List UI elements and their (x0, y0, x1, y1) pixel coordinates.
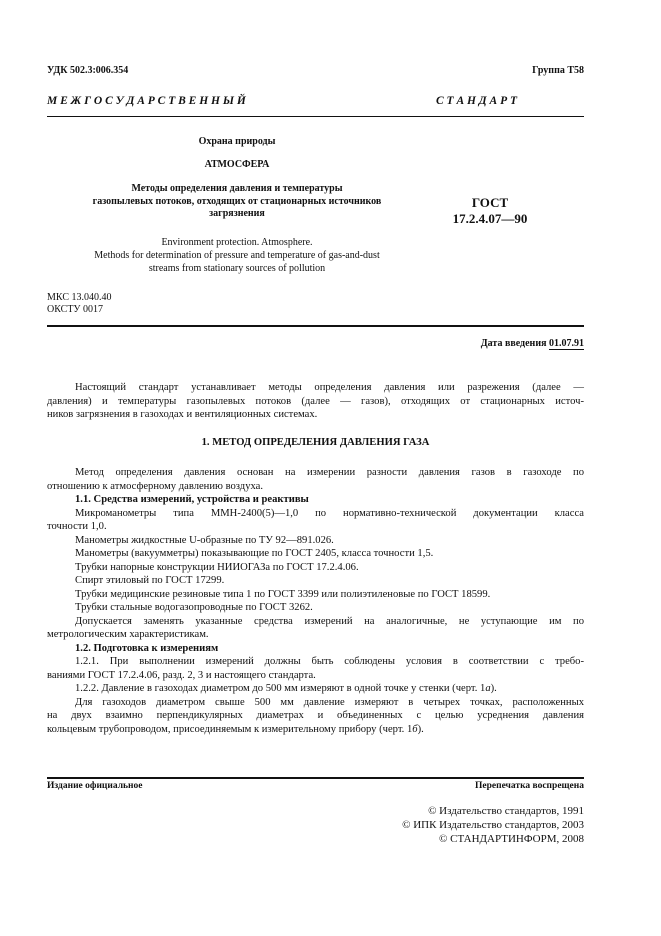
title-atmosphere: АТМОСФЕРА (204, 159, 270, 170)
method-line1: Метод определения давления основан на измерении разности давления газов в газоходе по (75, 467, 584, 478)
okstu-code: ОКСТУ 0017 (47, 304, 104, 315)
large-duct-line1: Для газоходов диаметром свыше 500 мм давление измеряют в четырех точках, расположенных (75, 696, 584, 708)
item-pressure-tubes: Трубки напорные конструкции НИИОГАЗа по ГОСТ 17.2.4.06. (75, 561, 359, 573)
large-duct-line3-text: кольцевым трубопроводом, присоединяемым к измерительному прибору (черт. 1 (47, 723, 413, 735)
udk-code: УДК 502.3:006.354 (47, 65, 129, 76)
clause-1-2-1-line1: 1.2.1. При выполнении измерений должны быть соблюдены условия в соответствии с требо- (75, 656, 584, 667)
title-methods-line1: Методы определения давления и температуры (131, 183, 343, 194)
header-rule (47, 116, 584, 117)
intro-date (481, 338, 584, 349)
reprint-prohibited: Перепечатка воспрещена (474, 781, 584, 791)
english-title-line3: streams from stationary sources of pollution (148, 263, 326, 274)
copyright-2008: © СТАНДАРТИНФОРМ, 2008 (439, 833, 584, 845)
figure-ref-1b: б (412, 723, 418, 735)
clause-1-2-2 (47, 682, 584, 696)
copyright-1991: © Издательство стандартов, 1991 (428, 805, 584, 817)
large-duct-line3 (47, 723, 584, 737)
banner-interstate: М Е Ж Г О С У Д А Р С Т В Е Н Н Ы Й (47, 95, 246, 107)
substitution-line2: метрологическим характеристикам. (47, 629, 209, 640)
gost-label: ГОСТ (471, 195, 509, 210)
item-micromanometers-line2: точности 1,0. (47, 521, 107, 532)
subsection-1-1-heading: 1.1. Средства измерений, устройства и реактивы (75, 494, 309, 505)
section1-body (47, 466, 584, 736)
figure-ref-1a: а (485, 683, 491, 694)
item-steel-tubes: Трубки стальные водогазопроводные по ГОСТ 3262. (75, 602, 313, 613)
footer-rule (47, 777, 584, 779)
mks-code: МКС 13.040.40 (47, 292, 112, 303)
method-line2: отношению к атмосферному давлению воздуха. (47, 480, 263, 492)
title-rule (47, 325, 584, 327)
clause-1-2-1-line2: ваниями ГОСТ 17.2.4.06, разд. 2, 3 и настоящего стандарта. (47, 669, 316, 681)
item-manometers-vacuum: Манометры (вакуумметры) показывающие по ГОСТ 2405, класса точности 1,5. (75, 548, 434, 559)
title-methods (47, 183, 427, 221)
clause-1-2-2-end: ). (490, 683, 497, 694)
item-rubber-tubes: Трубки медицинские резиновые типа 1 по ГОСТ 3399 или полиэтиленовые по ГОСТ 18599. (75, 588, 491, 600)
title-nature-protection: Охрана природы (198, 136, 276, 147)
gost-designation (430, 195, 550, 227)
official-edition: Издание официальное (47, 781, 143, 791)
english-title-line2: Methods for determination of pressure and temperature of gas-and-dust (94, 250, 380, 261)
large-duct-line2: на двух взаимно перпендикулярных диаметрах и объединенных с целью усреднения давления (47, 710, 584, 721)
preamble-line1: Настоящий стандарт устанавливает методы определения давления или разрежения (далее — (75, 382, 584, 393)
item-ethyl-alcohol: Спирт этиловый по ГОСТ 17299. (75, 575, 225, 586)
section1-heading: 1. МЕТОД ОПРЕДЕЛЕНИЯ ДАВЛЕНИЯ ГАЗА (201, 437, 430, 448)
copyright-block (402, 804, 584, 846)
copyright-2003: © ИПК Издательство стандартов, 2003 (402, 819, 584, 831)
clause-1-2-2-text: 1.2.2. Давление в газоходах диаметром до 500 мм измеряют в одной точке у стенки (черт. 1 (75, 683, 486, 694)
intro-date-label: Дата введения (480, 338, 547, 349)
english-title (47, 236, 427, 275)
preamble-line2: давления) и температуры газопылевых потоков (далее — газов), отходящих от стационарных источ- (47, 395, 584, 407)
gost-number: 17.2.4.07—90 (452, 211, 528, 226)
preamble-line3: ников загрязнения в газоходах и вентиляционных системах. (47, 409, 318, 420)
large-duct-line3-end: ). (417, 723, 424, 735)
title-methods-line3: загрязнения (209, 208, 265, 219)
item-micromanometers-line1: Микроманометры типа ММН-2400(5)—1,0 по нормативно-технической документации класса (75, 507, 584, 519)
substitution-line1: Допускается заменять указанные средства измерений на аналогичные, не уступающие им по (75, 615, 584, 627)
intro-date-value: 01.07.91 (549, 338, 584, 349)
english-title-line1: Environment protection. Atmosphere. (161, 237, 313, 248)
group-code: Группа Т58 (532, 65, 584, 76)
item-liquid-manometers: Манометры жидкостные U-образные по ТУ 92—891.026. (75, 534, 334, 546)
preamble-paragraph (47, 381, 584, 422)
subsection-1-2-heading: 1.2. Подготовка к измерениям (75, 642, 219, 654)
banner-standard: С Т А Н Д А Р Т (436, 95, 518, 107)
classification-codes (47, 292, 111, 316)
title-methods-line2: газопылевых потоков, отходящих от стационарных источников (92, 195, 382, 207)
